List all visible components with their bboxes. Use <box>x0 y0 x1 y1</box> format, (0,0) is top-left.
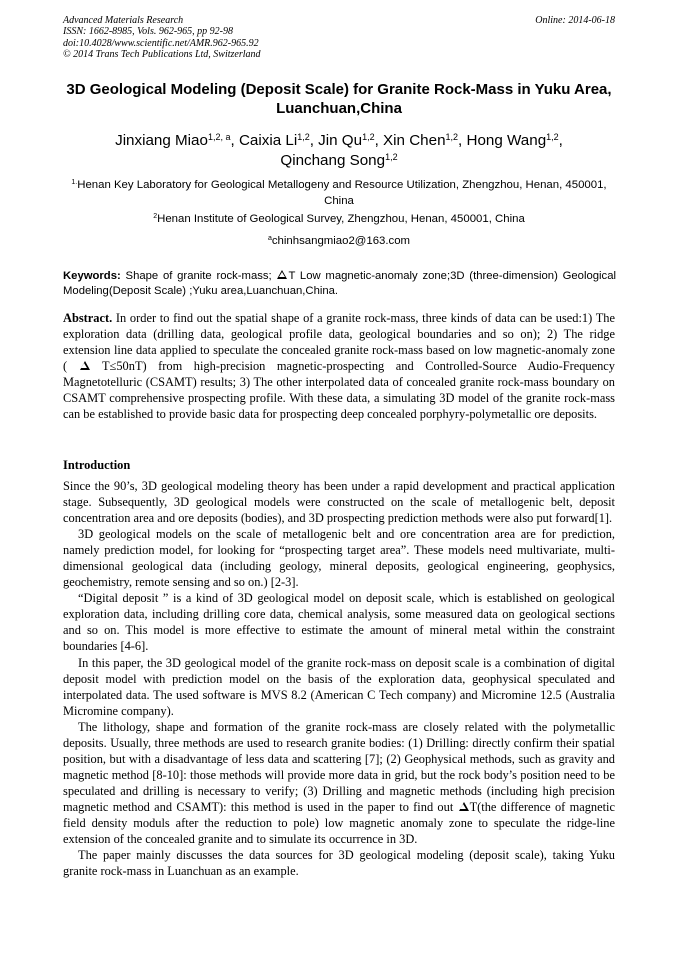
journal-copyright: © 2014 Trans Tech Publications Ltd, Switzerland <box>63 48 261 60</box>
paper-title: 3D Geological Modeling (Deposit Scale) for Granite Rock-Mass in Yuku Area, Luanchuan,China <box>66 81 612 117</box>
author: Xin Chen$^{1,2}$, <box>383 132 467 149</box>
author: Jinxiang Miao$^{1,2, a}$, <box>115 132 239 149</box>
delta-icon <box>80 361 90 370</box>
keywords-label: Keywords: <box>63 270 121 282</box>
paragraph: 3D geological models on the scale of metallogenic belt and ore concentration area are for prediction, namely prediction model, for looking for “prospecting target area”. These models need multivariate, multi-dimensional geological data (including geology, mineral deposits, geological engineering, geophysics, geochemistry, remote sensing and so on.) [2-3]. <box>63 527 615 590</box>
journal-name: Advanced Materials Research <box>63 15 184 26</box>
author: Jin Qu$^{1,2}$, <box>318 132 384 149</box>
author: Hong Wang$^{1,2}$, <box>466 132 563 149</box>
paragraph: In this paper, the 3D geological model of the granite rock-mass on deposit scale is a combination of digital deposit model with prediction model on the basis of the exploration data, geophysical speculated and interpolated data. The used software is MVS 8.2 (American C Tech company) and Micromine 12.5 (Australia Micromine company). <box>63 655 615 718</box>
keywords: Keywords: Shape of granite rock-mass; T Low magnetic-anomaly zone;3D (three-dimension) Geological Modeling(Deposit Scale) ;Yuku area,Luanchuan,China. <box>63 270 616 297</box>
author: Caixia Li$^{1,2}$, <box>238 132 319 149</box>
author-list <box>60 131 618 170</box>
journal-header <box>63 15 615 60</box>
introduction-body <box>63 478 615 879</box>
paragraph: The paper mainly discusses the data sources for 3D geological modeling (deposit scale), taking Yuku granite rock-mass in Luanchuan as an example. <box>63 848 615 879</box>
abstract-label: Abstract. <box>63 311 113 325</box>
introduction-heading: Introduction <box>63 458 131 472</box>
abstract: Abstract. In order to find out the spatial shape of a granite rock-mass, three kinds of data can be used:1) The exploration data (drilling data, geological profile data, geological boundaries and so on); 2) The ridge extension line data applied to speculate the concealed granite rock-mass based on low magnetic-anomaly zone ( T≤50nT) from high-precision magnetic-prospecting and Controlled-Source Audio-Frequency Magnetotelluric (CSAMT) results; 3) The other interpolated data of concealed granite rock-mass boundary on CSAMT comprehensive prospecting profile. With these data, a simulating 3D model of the granite rock-mass can be established to provide basic data for prospecting deep concealed porphyry-polymetallic ore deposits. <box>63 311 615 422</box>
delta-icon <box>277 270 287 279</box>
paragraph: Since the 90’s, 3D geological modeling theory has been under a rapid development and practical application stage. Subsequently, 3D geological models were constructed on the scale of metallogenic belt, deposit concentration area and ore deposits (bodies), and 3D prospecting prediction methods were also put forward[1]. <box>63 479 615 526</box>
author: Qinchang Song$^{1,2}$ <box>280 151 398 169</box>
paragraph: The lithology, shape and formation of the granite rock-mass are closely related with the polymetallic deposits. Usually, three methods are used to research granite bodies: (1) Drilling: directly confirm their spatial position, but with a disadvantage of less data and scattering [7]; (2) Geophysical methods, such as gravity and magnetic method [8-10]: those methods will provide more data in grid, but the rock body’s position need to be speculated and drilling is necessary to verify; (3) Drilling and magnetic methods (including high precision magnetic method and CSAMT): this method is used in the paper to find out T(the difference of magnetic field density moduls after the reduction to pole) low magnetic anomaly zone to speculate the ridge-line extension of the concealed granite and to simulate its occurrence in 3D. <box>63 719 615 847</box>
paragraph: “Digital deposit ” is a kind of 3D geological model on deposit scale, which is established on geological exploration data, including drilling core data, chemical analysis, some measured data on geological sections and so on. This model is more effective to estimate the amount of mineral metal within the constraint boundaries [4-6]. <box>63 591 615 654</box>
journal-issn: ISSN: 1662-8985, Vols. 962-965, pp 92-98 <box>63 26 233 38</box>
journal-doi: doi:10.4028/www.scientific.net/AMR.962-965.92 <box>63 37 259 49</box>
affiliation-2: $^2$Henan Institute of Geological Survey, Zhengzhou, Henan, 450001, China <box>153 213 525 225</box>
online-date: Online: 2014-06-18 <box>535 15 615 26</box>
delta-icon <box>459 802 469 811</box>
author-email: $^a$chinhsangmiao2@163.com <box>267 235 411 247</box>
affiliation-1: $^{1.}$Henan Key Laboratory for Geological Metallogeny and Resource Utilization, Zhengzhou, Henan, 450001, China <box>71 179 607 207</box>
